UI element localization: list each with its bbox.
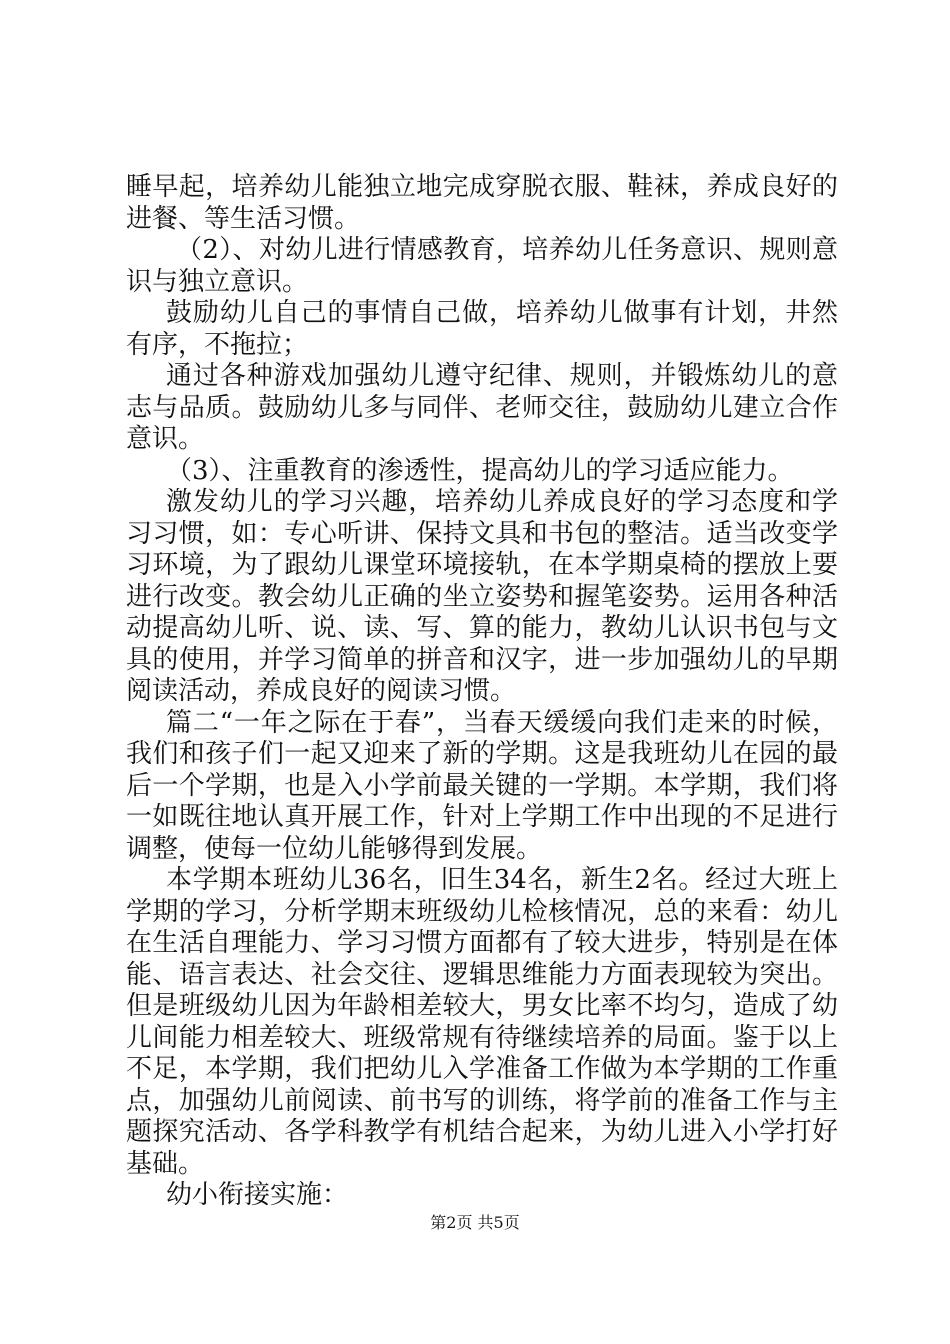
paragraph-section-2-heading: （2）、对幼儿进行情感教育，培养幼儿任务意识、规则意识与独立意识。 — [126, 235, 838, 297]
paragraph-section-3-heading: （3）、注重教育的渗透性，提高幼儿的学习适应能力。 — [166, 455, 794, 486]
page-number: 第2页 共5页 — [430, 1213, 520, 1232]
page-footer — [0, 1213, 950, 1233]
paragraph-continuation: 睡早起，培养幼儿能独立地完成穿脱衣服、鞋袜，养成良好的进餐、等生活习惯。 — [126, 172, 838, 234]
paragraph-transition-heading: 幼小衔接实施： — [166, 1180, 349, 1210]
paragraph-games-discipline: 通过各种游戏加强幼儿遵守纪律、规则，并锻炼幼儿的意志与品质。鼓励幼儿多与同伴、老师交往，鼓励幼儿建立合作意识。 — [126, 361, 838, 454]
paragraph-self-reliance: 鼓励幼儿自己的事情自己做，培养幼儿做事有计划，井然有序，不拖拉； — [126, 298, 838, 360]
document-body — [126, 172, 838, 1212]
paragraph-part-two-intro: 篇二“一年之际在于春”，当春天缓缓向我们走来的时候，我们和孩子们一起又迎来了新的学期。这是我班幼儿在园的最后一个学期，也是入小学前最关键的一学期。本学期，我们将一如既往地认真开展工作，针对上学期工作中出现的不足进行调整，使每一位幼儿能够得到发展。 — [126, 707, 838, 864]
paragraph-learning-interest: 激发幼儿的学习兴趣，培养幼儿养成良好的学习态度和学习习惯，如：专心听讲、保持文具和书包的整洁。适当改变学习环境，为了跟幼儿课堂环境接轨，在本学期桌椅的摆放上要进行改变。教会幼儿正确的坐立姿势和握笔姿势。运用各种活动提高幼儿听、说、读、写、算的能力，教幼儿认识书包与文具的使用，并学习简单的拼音和汉字，进一步加强幼儿的早期阅读活动，养成良好的阅读习惯。 — [126, 487, 838, 706]
paragraph-class-situation: 本学期本班幼儿36名，旧生34名，新生2名。经过大班上学期的学习，分析学期末班级幼儿检核情况，总的来看：幼儿在生活自理能力、学习习惯方面都有了较大进步，特别是在体能、语言表达、社会交往、逻辑思维能力方面表现较为突出。但是班级幼儿因为年龄相差较大，男女比率不均匀，造成了幼儿间能力相差较大、班级常规有待继续培养的局面。鉴于以上不足，本学期，我们把幼儿入学准备工作做为本学期的工作重点，加强幼儿前阅读、前书写的训练，将学前的准备工作与主题探究活动、各学科教学有机结合起来，为幼儿进入小学打好基础。 — [126, 865, 838, 1179]
